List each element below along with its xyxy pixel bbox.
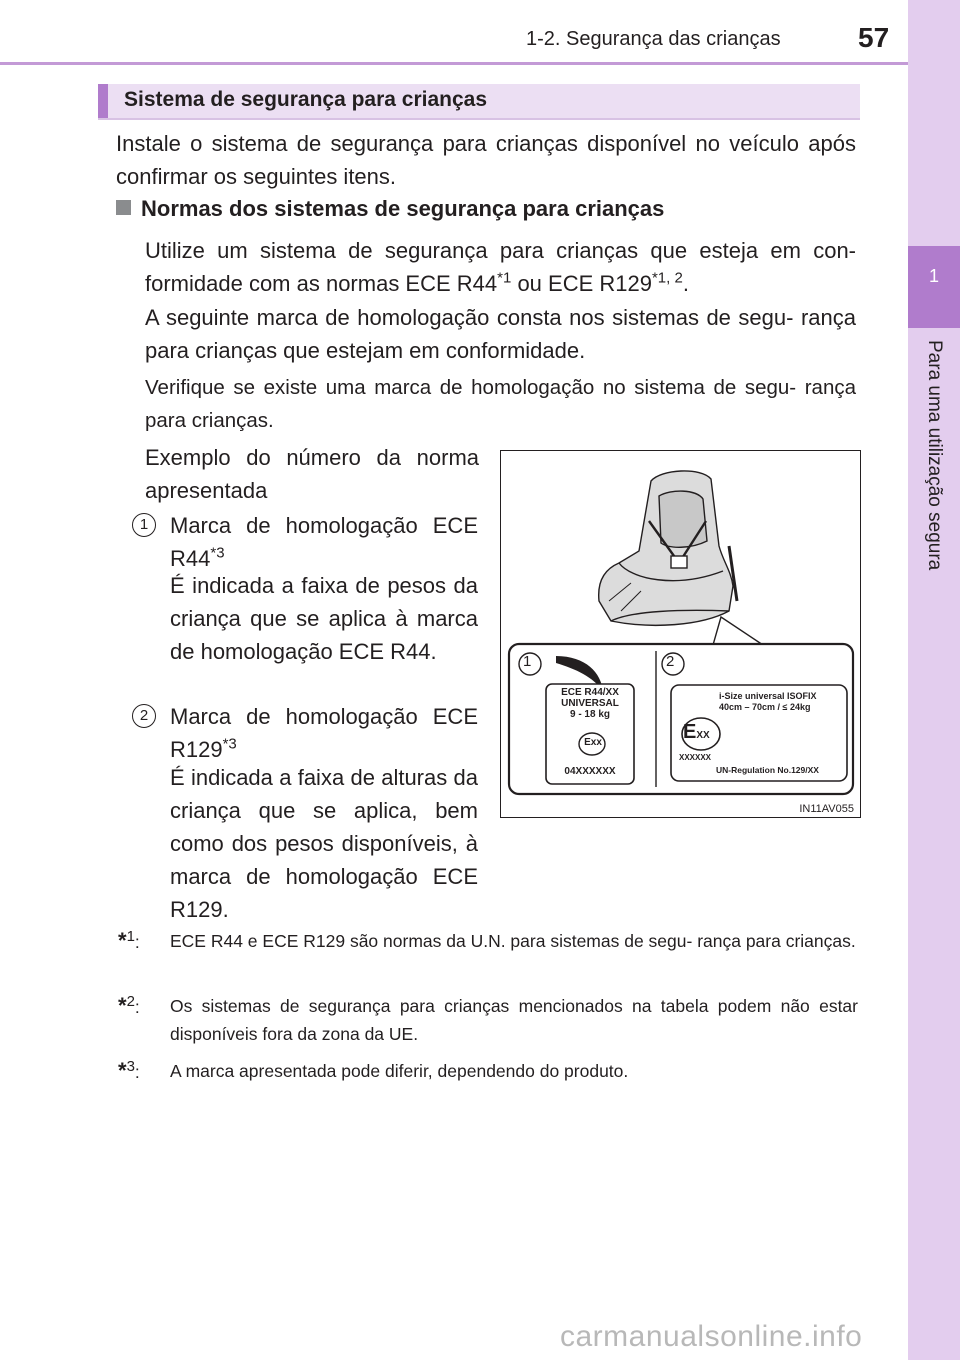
example-label: Exemplo do número da norma apresentada [145, 445, 479, 503]
footnote-3-number: 3 [126, 1058, 135, 1076]
running-header-section: 1-2. Segurança das crianças [526, 28, 781, 50]
intro-paragraph: Instale o sistema de segurança para crianças disponível no veículo após confirmar os seguintes itens. [116, 131, 856, 189]
header-divider [0, 62, 908, 65]
r129-e-letter: E [683, 721, 697, 743]
footnote-2-text: Os sistemas de segurança para crianças mencionados na tabela podem não estar disponíveis fora da zona da UE. [170, 996, 858, 1044]
r44-e-mark: Exx [584, 737, 602, 748]
footnote-2-number: 2 [126, 993, 135, 1011]
item-number-1: 1 [132, 513, 156, 537]
footnote-ref-1-2: *1, 2 [651, 269, 683, 287]
footnote-1-text: ECE R44 e ECE R129 são normas da U.N. para sistemas de segu- rança para crianças. [170, 931, 856, 951]
r129-label-line1: i-Size universal ISOFIX [719, 691, 817, 701]
standards-text-c: . [682, 271, 689, 296]
footnote-ref-3: *3 [210, 544, 225, 562]
r129-label-line2: 40cm – 70cm / ≤ 24kg [719, 702, 811, 712]
watermark: carmanualsonline.info [560, 1320, 863, 1353]
standards-text-b: ou ECE R129 [511, 271, 652, 296]
footnote-1 [118, 927, 858, 955]
r44-label-line1: ECE R44/XX [561, 687, 619, 698]
footnote-ref-3b: *3 [222, 735, 237, 753]
verify-paragraph: Verifique se existe uma marca de homologação no sistema de segu- rança para crianças. [145, 376, 856, 432]
r129-approval-code: XXXXXX [679, 753, 712, 762]
chapter-tab-marker [908, 246, 960, 328]
page-number: 57 [858, 22, 890, 53]
r44-approval-code: 04XXXXXX [564, 766, 616, 777]
section-heading-bar [98, 84, 860, 118]
r44-label-line3: 9 - 18 kg [569, 709, 611, 720]
chapter-number: 1 [928, 266, 939, 286]
footnote-ref-1: *1 [497, 269, 512, 287]
footnote-1-asterisk: * [118, 928, 127, 953]
item-2-title-text: Marca de homologação ECE R129 [170, 704, 478, 762]
square-bullet-icon [116, 200, 131, 215]
figure-callout-2: 2 [666, 653, 675, 670]
footnote-3-asterisk: * [118, 1058, 127, 1083]
r44-label-line2: UNIVERSAL [561, 698, 619, 709]
footnote-3 [118, 1057, 858, 1085]
footnote-1-number: 1 [126, 928, 135, 946]
item-1-title [170, 509, 478, 575]
footnote-2-asterisk: * [118, 993, 127, 1018]
item-2-title [170, 700, 478, 766]
section-title: Sistema de segurança para crianças [124, 88, 488, 111]
footnote-2-label: *$^2$: [118, 993, 140, 1018]
standards-paragraph [145, 234, 856, 300]
subsection-title: Normas dos sistemas de segurança para crianças [141, 196, 665, 221]
footnote-2 [118, 992, 858, 1048]
footnote-3-text: A marca apresentada pode diferir, dependendo do produto. [170, 1061, 629, 1081]
item-1-title-text: Marca de homologação ECE R44 [170, 513, 478, 571]
chapter-title: Para uma utilização segura [924, 340, 945, 571]
chapter-side-tab [908, 0, 960, 1360]
item-2-description: É indicada a faixa de alturas da criança que se aplica, bem como dos pesos disponíveis, à marca de homologação ECE R129. [170, 765, 478, 922]
homologation-mark-figure [500, 450, 861, 818]
figure-code: IN11AV055 [799, 803, 854, 815]
r129-e-mark [683, 721, 710, 744]
item-number-2: 2 [132, 704, 156, 728]
standards-text-a: Utilize um sistema de segurança para crianças que esteja em con- formidade com as normas ECE R44 [145, 238, 856, 296]
r129-label-text [719, 691, 817, 713]
figure-callout-1: 1 [523, 653, 532, 670]
r129-e-suffix: XX [696, 730, 710, 741]
section-divider [98, 118, 860, 120]
footnote-3-label: *$^3$: [118, 1058, 140, 1083]
r129-regulation-text: UN-Regulation No.129/XX [716, 765, 819, 775]
subsection-heading [116, 196, 664, 222]
r44-label-text [548, 687, 632, 720]
item-1-description: É indicada a faixa de pesos da criança que se aplica à marca de homologação ECE R44. [170, 573, 478, 664]
footnote-1-label: *$^1$: [118, 928, 140, 953]
child-seat-icon [599, 471, 737, 625]
homologation-mark-paragraph: A seguinte marca de homologação consta nos sistemas de segu- rança para crianças que estejam em conformidade. [145, 305, 856, 363]
